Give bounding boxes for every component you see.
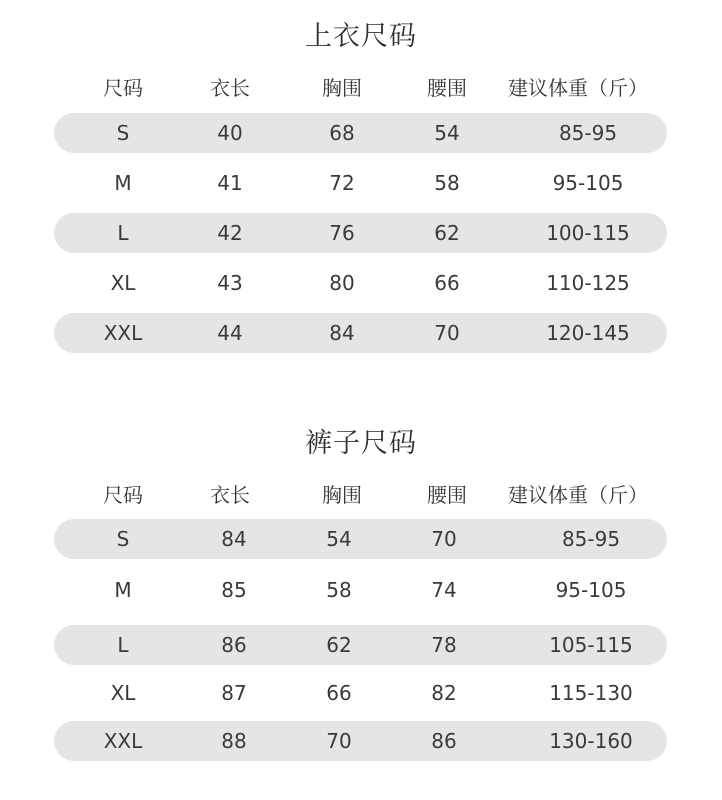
cell-weight: 85-95 — [561, 527, 621, 551]
cell-weight: 100-115 — [546, 221, 630, 245]
cell-waist: 74 — [431, 578, 457, 602]
cell-size: L — [117, 221, 129, 245]
cell-size: XXL — [103, 321, 143, 345]
header-weight: 建议体重（斤） — [508, 75, 648, 100]
table-row — [54, 263, 667, 303]
cell-waist: 78 — [431, 633, 457, 657]
table-row — [54, 113, 667, 153]
cell-chest: 54 — [326, 527, 352, 551]
cell-length: 86 — [221, 633, 247, 657]
cell-size: XL — [110, 681, 136, 705]
cell-waist: 86 — [431, 729, 457, 753]
cell-weight: 110-125 — [546, 271, 630, 295]
cell-waist: 66 — [434, 271, 460, 295]
cell-length: 84 — [221, 527, 247, 551]
table-title: 裤子尺码 — [305, 428, 417, 459]
table-row — [54, 570, 667, 610]
table-header-row — [0, 477, 722, 509]
table-row — [54, 213, 667, 253]
table-row — [54, 313, 667, 353]
cell-waist: 70 — [431, 527, 457, 551]
cell-size: M — [114, 171, 132, 195]
cell-size: S — [116, 527, 130, 551]
header-length: 衣长 — [210, 482, 250, 507]
cell-waist: 70 — [434, 321, 460, 345]
table-row — [54, 721, 667, 761]
cell-size: S — [116, 121, 130, 145]
cell-waist: 82 — [431, 681, 457, 705]
cell-chest: 58 — [326, 578, 352, 602]
cell-size: L — [117, 633, 129, 657]
cell-chest: 84 — [329, 321, 355, 345]
header-waist: 腰围 — [427, 75, 467, 100]
cell-length: 85 — [221, 578, 247, 602]
header-size: 尺码 — [103, 482, 143, 507]
cell-weight: 130-160 — [549, 729, 633, 753]
cell-weight: 120-145 — [546, 321, 630, 345]
cell-length: 87 — [221, 681, 247, 705]
cell-length: 88 — [221, 729, 247, 753]
cell-weight: 105-115 — [549, 633, 633, 657]
header-chest: 胸围 — [322, 482, 362, 507]
cell-chest: 72 — [329, 171, 355, 195]
cell-length: 42 — [217, 221, 243, 245]
header-length: 衣长 — [210, 75, 250, 100]
table-title: 上衣尺码 — [305, 21, 417, 52]
header-waist: 腰围 — [427, 482, 467, 507]
table-header-row — [0, 70, 722, 102]
cell-length: 44 — [217, 321, 243, 345]
cell-chest: 76 — [329, 221, 355, 245]
cell-weight: 95-105 — [552, 171, 624, 195]
header-size: 尺码 — [103, 75, 143, 100]
header-chest: 胸围 — [322, 75, 362, 100]
cell-length: 41 — [217, 171, 243, 195]
cell-chest: 80 — [329, 271, 355, 295]
cell-length: 43 — [217, 271, 243, 295]
cell-weight: 95-105 — [555, 578, 627, 602]
table-row — [54, 519, 667, 559]
cell-chest: 66 — [326, 681, 352, 705]
table-row — [54, 163, 667, 203]
cell-length: 40 — [217, 121, 243, 145]
cell-size: XXL — [103, 729, 143, 753]
cell-waist: 54 — [434, 121, 460, 145]
cell-chest: 68 — [329, 121, 355, 145]
cell-weight: 115-130 — [549, 681, 633, 705]
cell-chest: 70 — [326, 729, 352, 753]
cell-chest: 62 — [326, 633, 352, 657]
header-weight: 建议体重（斤） — [508, 482, 648, 507]
table-row — [54, 673, 667, 713]
cell-size: M — [114, 578, 132, 602]
table-row — [54, 625, 667, 665]
cell-size: XL — [110, 271, 136, 295]
cell-waist: 58 — [434, 171, 460, 195]
cell-weight: 85-95 — [558, 121, 618, 145]
cell-waist: 62 — [434, 221, 460, 245]
